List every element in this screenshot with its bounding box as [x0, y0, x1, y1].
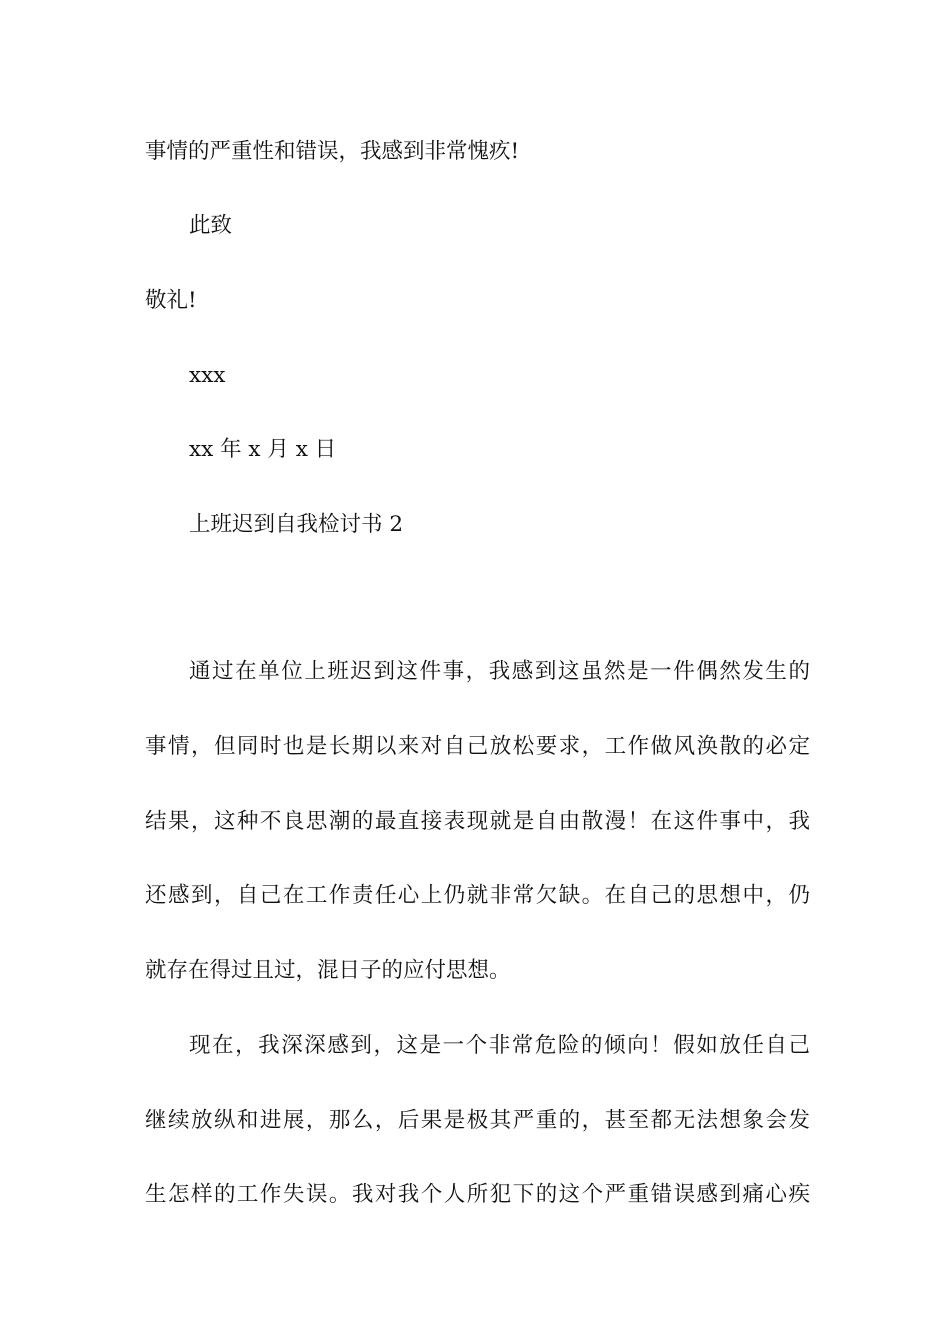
salutation-jingli: 敬礼! — [145, 288, 197, 313]
paragraph-2-line: 现在，我深深感到，这是一个非常危险的倾向！假如放任自己 — [189, 1033, 810, 1058]
paragraph-1-line: 就存在得过且过，混日子的应付思想。 — [145, 958, 511, 983]
paragraph-1-line: 结果，这种不良思潮的最直接表现就是自由散漫！在这件事中，我 — [145, 809, 810, 834]
salutation-cizhi: 此致 — [189, 213, 233, 238]
paragraph-1-line: 还感到，自己在工作责任心上仍就非常欠缺。在自己的思想中，仍 — [145, 883, 810, 908]
paragraph-2-line: 继续放纵和进展，那么，后果是极其严重的，甚至都无法想象会发 — [145, 1108, 810, 1133]
paragraph-1-line: 事情，但同时也是长期以来对自己放松要求，工作做风涣散的必定 — [145, 734, 810, 759]
paragraph-2-line: 生怎样的工作失误。我对我个人所犯下的这个严重错误感到痛心疾 — [145, 1182, 810, 1207]
previous-paragraph-tail: 事情的严重性和错误，我感到非常愧疚! — [145, 139, 520, 164]
signature: xxx — [189, 363, 226, 388]
section-title: 上班迟到自我检讨书 2 — [189, 512, 404, 537]
date: xx 年 x 月 x 日 — [189, 437, 337, 462]
paragraph-1-line: 通过在单位上班迟到这件事，我感到这虽然是一件偶然发生的 — [189, 659, 810, 684]
